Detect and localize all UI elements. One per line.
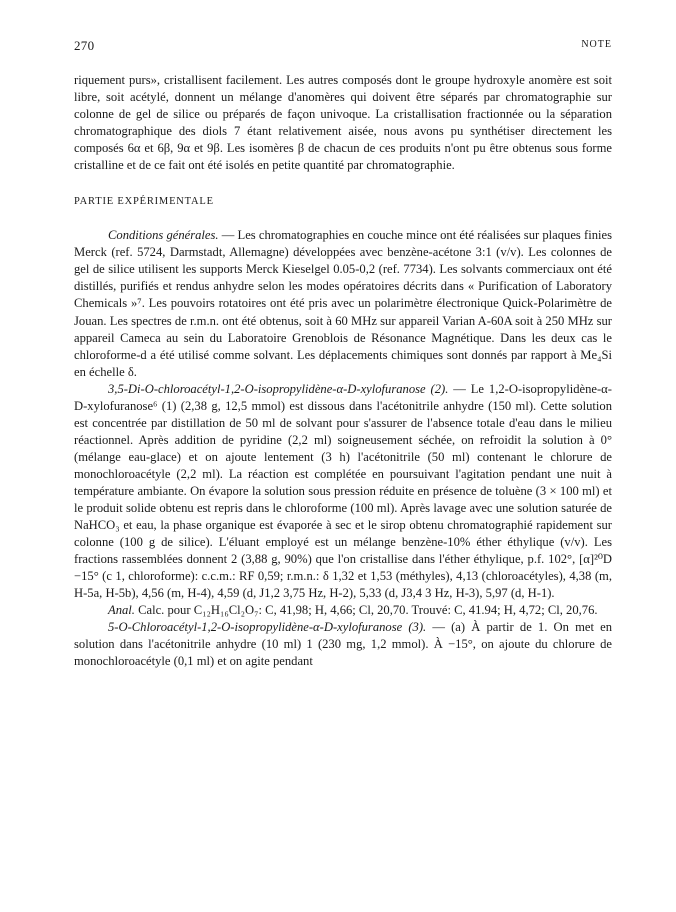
page-header: [74, 38, 612, 60]
analysis-text: Calc. pour C₁₂H₁₆Cl₂O₇: C, 41,98; H, 4,66; Cl, 20,70. Trouvé: C, 41.94; H, 4,72; Cl, 20,76.: [134, 603, 598, 618]
general-conditions-text: — Les chromatographies en couche mince ont été réalisées sur plaques finies Merck (ref. 5724, Darmstadt, Allemagne) développées avec benzène-acétone 3:1 (v/v). Les colonnes de gel de silice utilisent les supports Merck Kieselgel 0.05-0,2 (ref. 7734). Les solvants commerciaux ont été distillés, purifiés et rendus anhydre selon les modes opératoires décrits dans « Purification of Laboratory Chemicals »⁷. Les pouvoirs rotatoires ont été pris avec un polarimètre électronique Quick-Polarimètre de Jouan. Les spectres de r.m.n. ont été obtenus, soit à 60 MHz sur appareil Varian A-60A soit à 250 MHz sur appareil Cameca au sein du Laboratoire Grenoblois de Résonance Magnétique. Dans les deux cas le chloroforme-d a été utilisé comme solvant. Les déplacements chimiques sont donnés par rapport à Me₄Si en échelle δ.: [74, 228, 612, 379]
section-heading: PARTIE EXPÉRIMENTALE: [74, 196, 214, 208]
compound-3-paragraph: [74, 619, 612, 670]
running-head: NOTE: [581, 39, 612, 50]
compound-3-title: 5-O-Chloroacétyl-1,2-O-isopropylidène-α-D-xylofuranose (3).: [108, 620, 427, 635]
page-number: 270: [74, 38, 95, 53]
elemental-analysis-paragraph: [74, 602, 612, 619]
analysis-label: Anal.: [108, 603, 135, 618]
general-conditions-paragraph: [74, 227, 612, 380]
compound-3-text: — (a) À partir de 1. On met en solution dans l'acétonitrile anhydre (10 ml) 1 (230 mg, 1,2 mmol). À −15°, on ajoute du chlorure de monochloroacétyle (0,1 ml) et on agite pendant: [74, 620, 612, 669]
journal-page: [74, 38, 612, 898]
compound-2-paragraph: [74, 381, 612, 603]
general-conditions-title: Conditions générales.: [108, 228, 219, 243]
compound-2-title: 3,5-Di-O-chloroacétyl-1,2-O-isopropylidène-α-D-xylofuranose (2).: [108, 381, 449, 396]
compound-2-text: — Le 1,2-O-isopropylidène-α-D-xylofuranose⁶ (1) (2,38 g, 12,5 mmol) est dissous dans l'acétonitrile anhydre (150 ml). Cette solution est concentrée par distillation de 50 ml de solvant pour s'assurer de l'absence totale d'eau dans le milieu réactionnel. Après addition de pyridine (2,2 ml) soigneusement séchée, on refroidit la solution à 0° (mélange eau-glace) et on ajoute lentement (3 h) l'acétonitrile (50 ml) contenant le chlorure de monochloroacétyle (2,2 ml). La réaction est complétée en poursuivant l'agitation pendant une nuit à température ambiante. On évapore la solution sous pression réduite en présence de toluène (3 × 100 ml) et le produit solide obtenu est repris dans le chloroforme (100 ml). Après lavage avec une solution saturée de NaHCO₃ et eau, la phase organique est évaporée à sec et le sirop obtenu chromatographié rapidement sur colonne (100 g de silice). L'éluant employé est un mélange benzène-10% éther éthylique (v/v). Les fractions rassemblées donnent 2 (3,88 g, 90%) que l'on cristallise dans l'éther éthylique, p.f. 102°, [α]²⁰D −15° (c 1, chloroforme): c.c.m.: RF 0,59; r.m.n.: δ 1,32 et 1,53 (méthyles), 4,13 (chloroacétyles), 4,38 (m, H-5a, H-5b), 4,56 (m, H-4), 4,59 (d, J1,2 3,75 Hz, H-2), 5,33 (d, J3,4 3 Hz, H-3), 5,97 (d, H-1).: [74, 381, 612, 601]
intro-paragraph: riquement purs», cristallisent facilement. Les autres composés dont le groupe hydroxyle anomère est soit libre, soit acétylé, donnent un mélange d'anomères qui doivent être séparés par chromatographie sur colonne de gel de silice ou préparés de façon univoque. La cristallisation fractionnée ou la séparation chromatographique des diols 7 étant relativement aisée, nous avons pu synthétiser directement les composés 6α et 6β, 9α et 9β. Les isomères β de chacun de ces produits n'ont pu être obtenus sous forme cristalline et de ce fait ont été isolés en petite quantité par chromatographie.: [74, 73, 612, 173]
